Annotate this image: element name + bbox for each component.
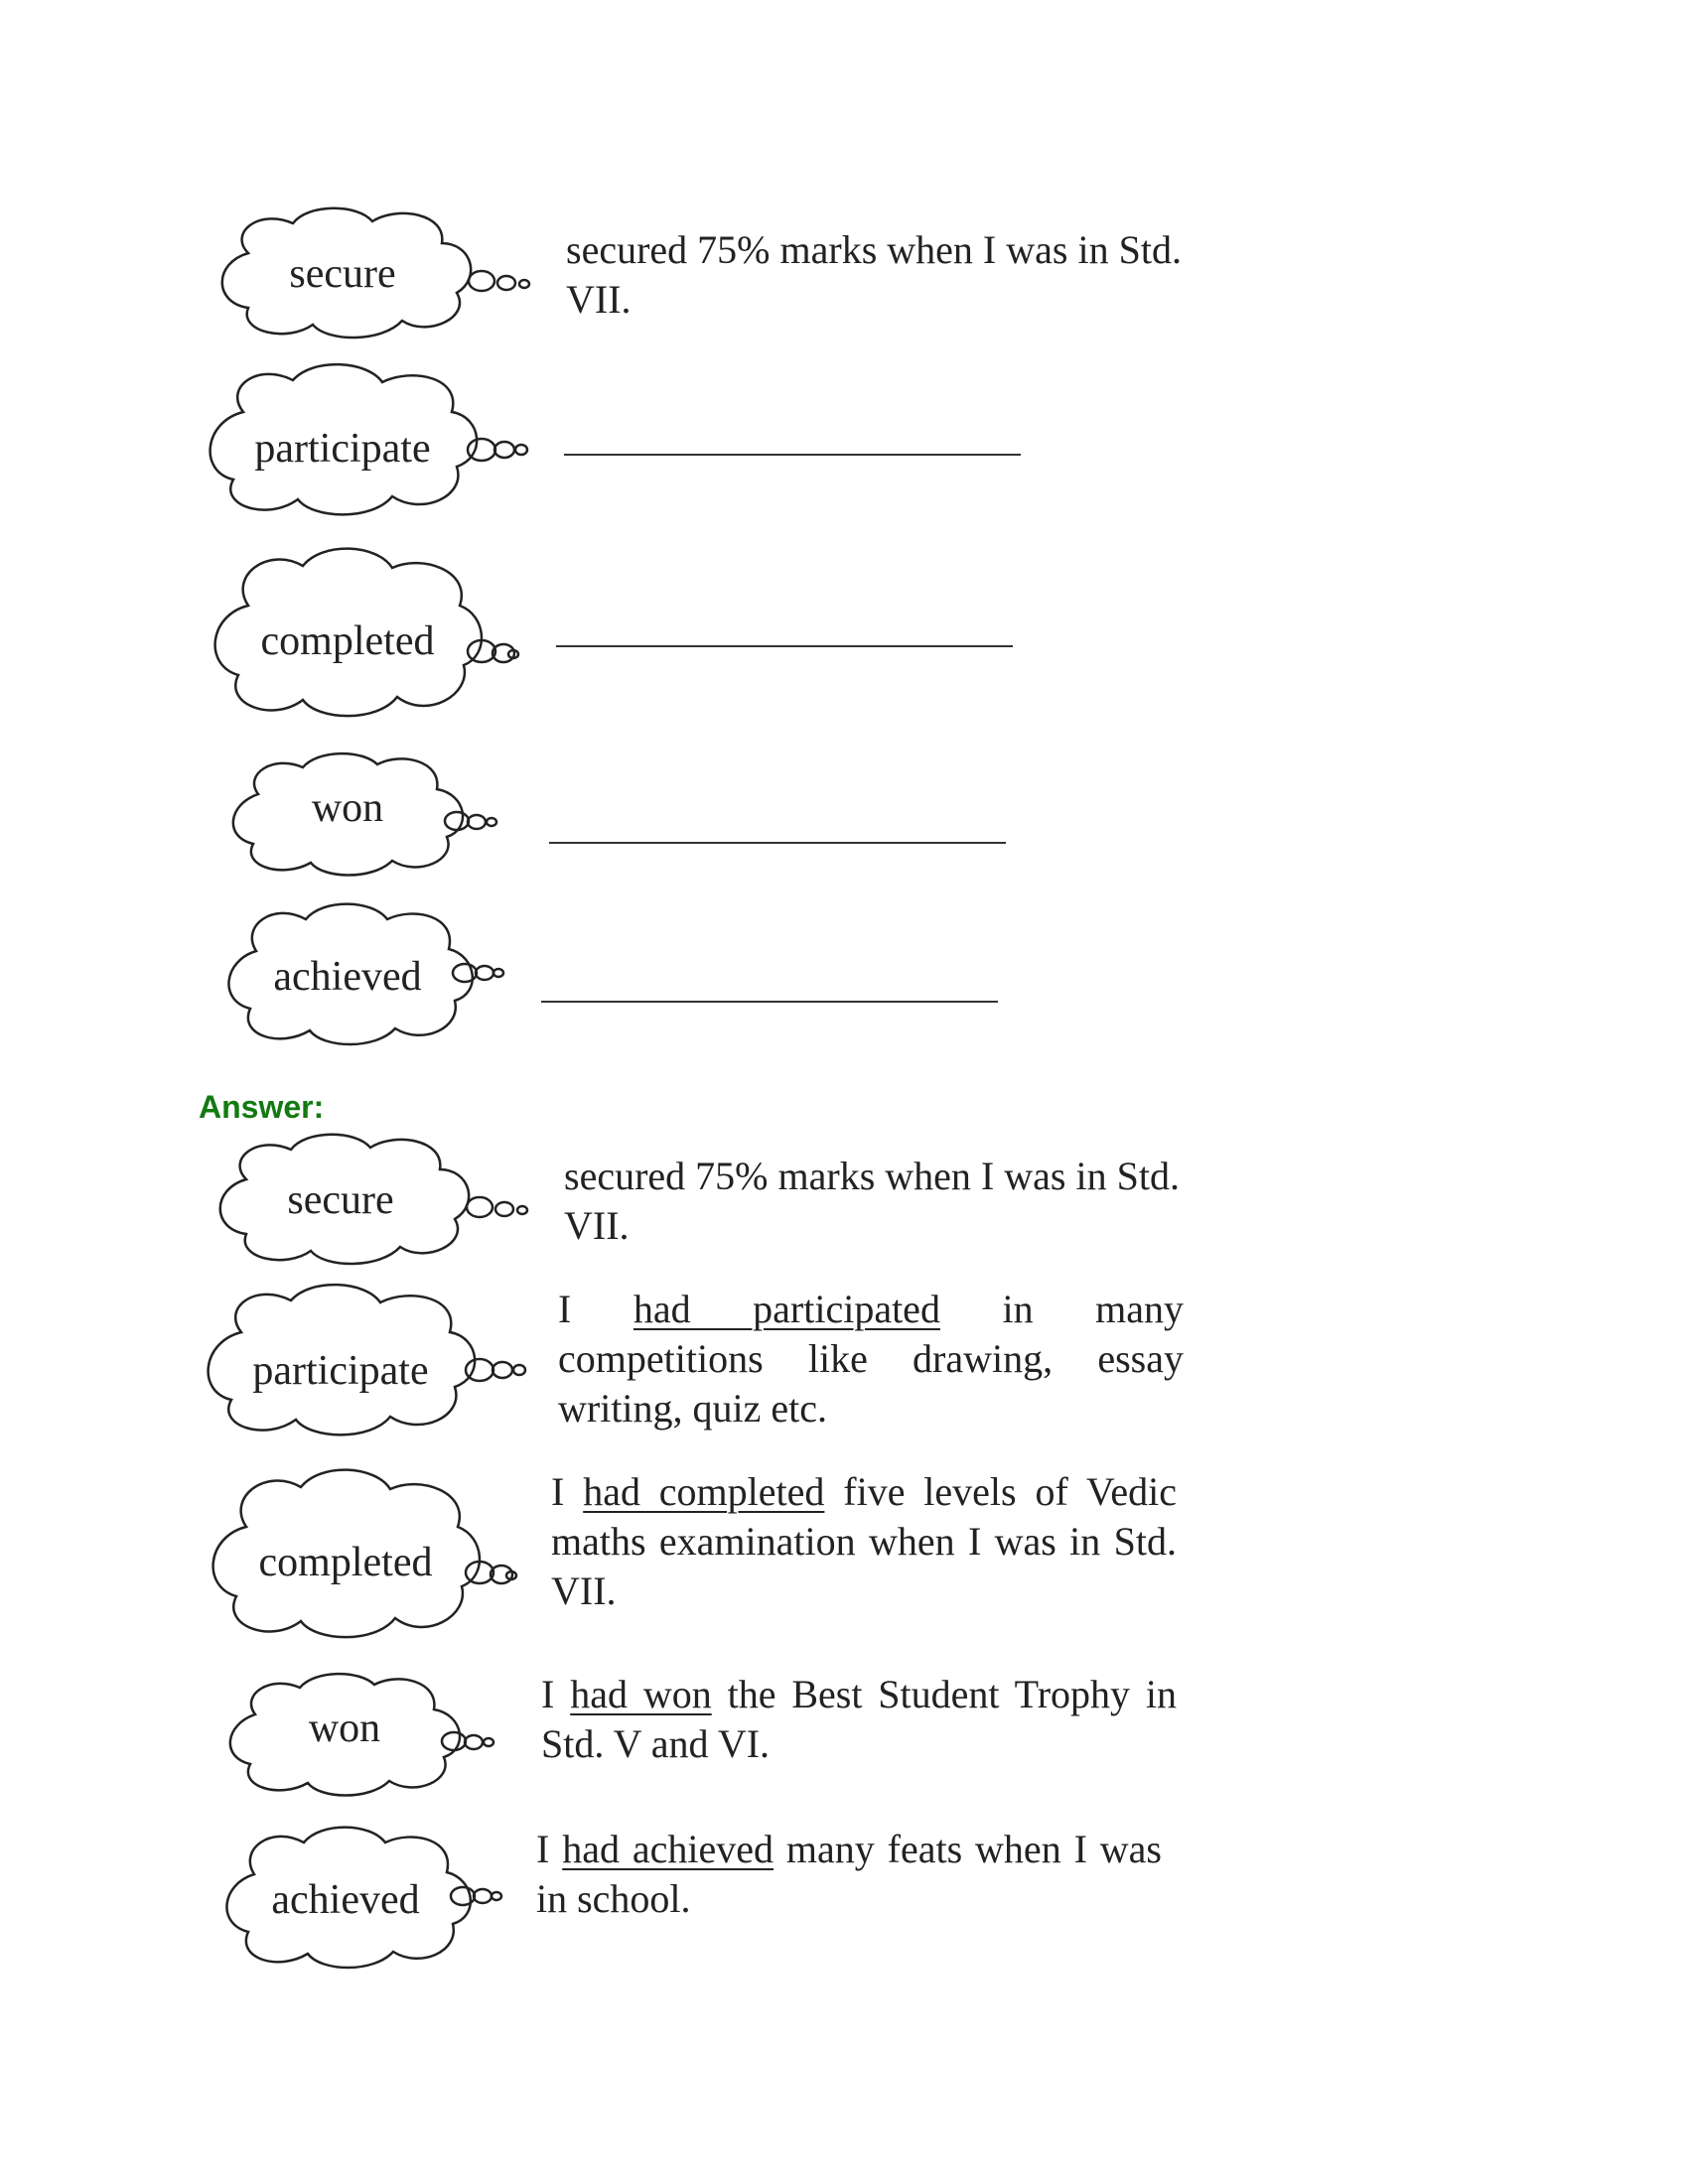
sentence-rest: secured 75% marks when I was in Std. VII.: [564, 1154, 1180, 1248]
sentence-rest: the Best Student Trophy in Std. V and VI.: [541, 1672, 1178, 1766]
sentence-rest: many feats when I was in school.: [536, 1827, 1162, 1921]
thought-cloud: [223, 750, 551, 888]
thought-cloud: [218, 901, 546, 1040]
cloud-word: completed: [258, 1540, 433, 1585]
answer-sentence: [541, 1670, 1177, 1769]
answer-sentence: [551, 1467, 1177, 1616]
cloud-word: secure: [287, 1177, 394, 1223]
thought-cloud: [207, 1130, 534, 1269]
answer-blank-line[interactable]: [564, 454, 1021, 456]
underlined-verb: had completed: [583, 1469, 825, 1514]
cloud-word: participate: [254, 426, 431, 472]
sentence-start: I: [541, 1672, 571, 1716]
sentence-start: I: [536, 1827, 563, 1871]
sentence-start: I: [551, 1469, 584, 1514]
underlined-verb: had participated: [633, 1287, 940, 1331]
answer-blank-line[interactable]: [549, 842, 1006, 844]
thought-cloud: [197, 1283, 524, 1422]
cloud-word: completed: [260, 618, 435, 664]
sentence-start: I: [558, 1287, 633, 1331]
thought-cloud: [204, 546, 531, 685]
thought-cloud: [220, 1670, 548, 1809]
thought-cloud: [199, 362, 526, 501]
cloud-word: participate: [252, 1348, 429, 1394]
cloud-word: achieved: [271, 1877, 420, 1923]
answer-sentence: [564, 1152, 1180, 1251]
underlined-verb: had won: [570, 1672, 712, 1716]
thought-cloud: [209, 204, 536, 342]
example-sentence: secured 75% marks when I was in Std. VII.: [566, 227, 1182, 322]
thought-cloud: [202, 1467, 529, 1606]
sentence-rest: five levels of Vedic maths examination when I was in Std. VII.: [551, 1469, 1177, 1613]
answer-sentence: [558, 1285, 1184, 1433]
answer-blank-line[interactable]: [541, 1001, 998, 1003]
cloud-word: won: [311, 785, 384, 831]
cloud-word: secure: [289, 251, 396, 297]
underlined-verb: had achieved: [562, 1827, 774, 1871]
answer-sentence: [536, 1825, 1162, 1924]
answer-blank-line[interactable]: [556, 645, 1013, 647]
sentence-rest: in many competitions like drawing, essay writing, quiz etc.: [558, 1287, 1184, 1431]
cloud-word: won: [308, 1706, 381, 1751]
cloud-word: achieved: [273, 954, 422, 1000]
answer-heading: Answer:: [199, 1089, 325, 1125]
thought-cloud: [216, 1825, 544, 1964]
